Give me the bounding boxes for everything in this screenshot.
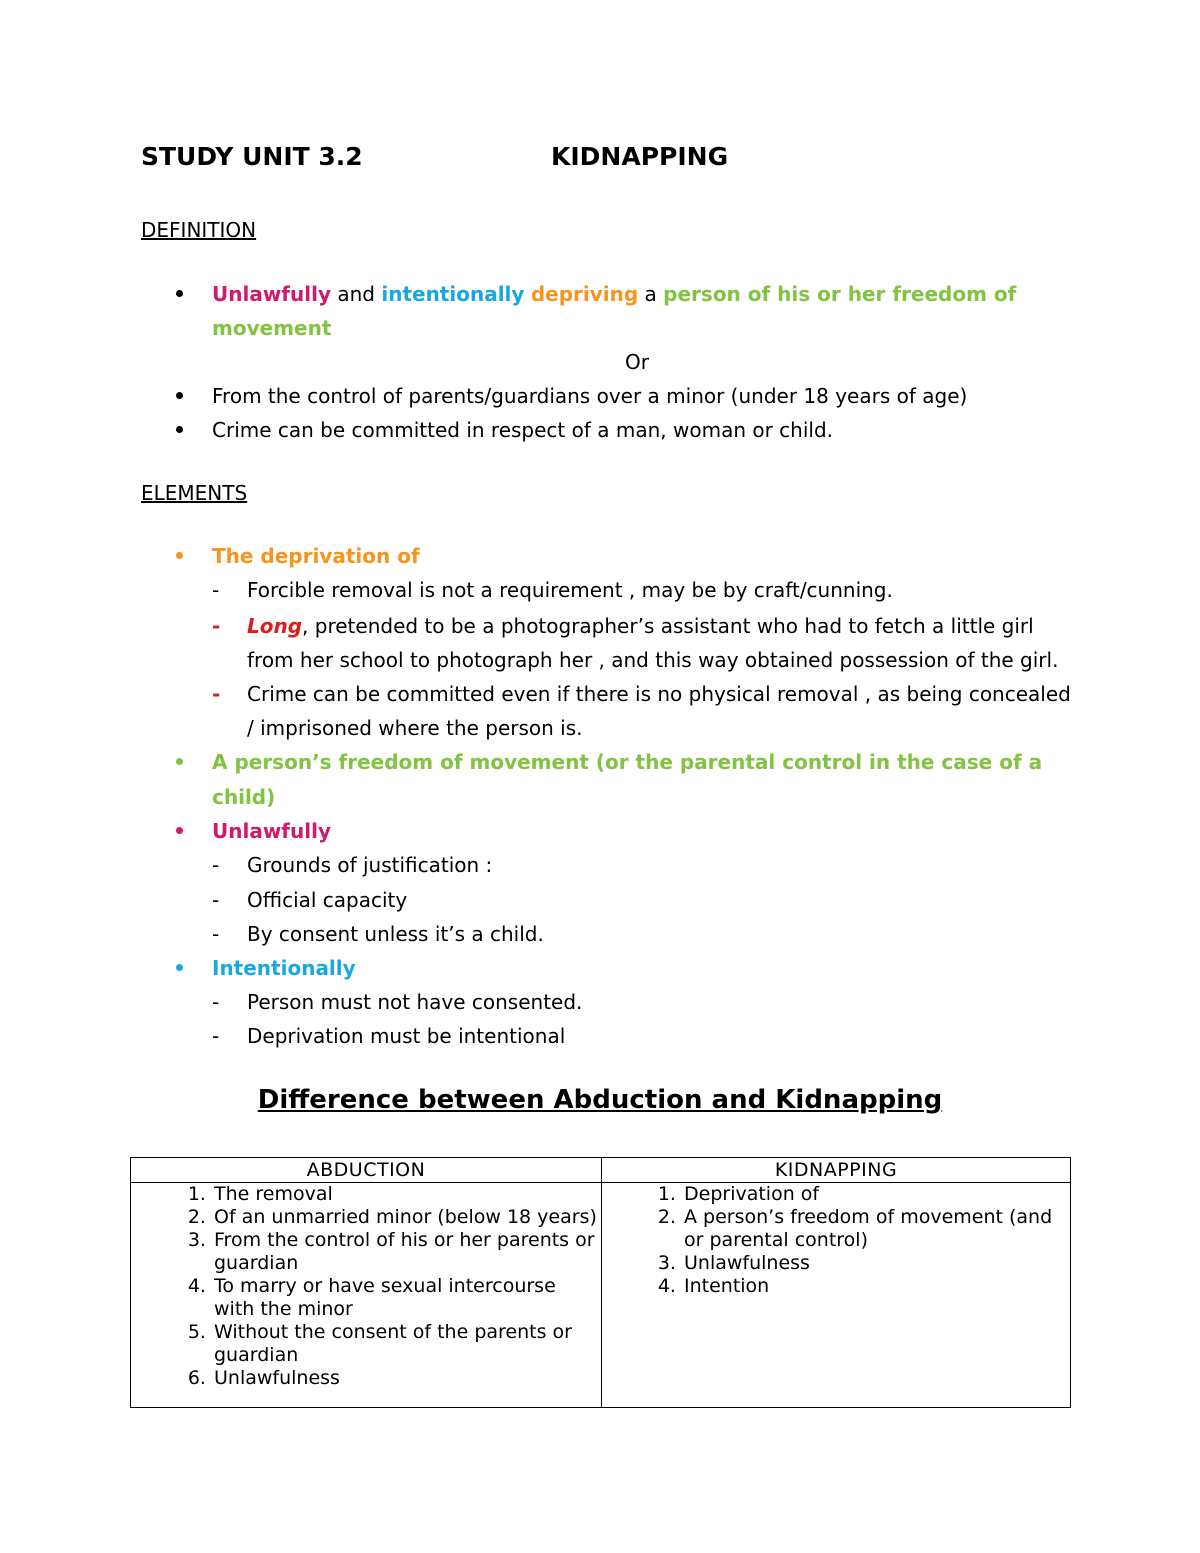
case-name-long: Long	[247, 614, 303, 638]
definition-bullet-3: Crime can be committed in respect of a man, woman or child.	[212, 418, 834, 442]
comparison-title-text: Difference between Abduction and Kidnapping	[257, 1085, 943, 1115]
keyword-unlawfully: Unlawfully	[212, 282, 331, 306]
definition-bullet-2: From the control of parents/guardians over a minor (under 18 years of age)	[212, 384, 968, 408]
bullet-icon	[176, 426, 183, 433]
comparison-table	[130, 1157, 1071, 1408]
dash-icon: -	[212, 614, 221, 638]
abduction-header-text: ABDUCTION	[306, 1159, 426, 1181]
keyword-depriving: depriving	[530, 282, 639, 306]
page-title: KIDNAPPING	[551, 142, 729, 171]
kidnapping-cell	[602, 1183, 1071, 1408]
bullet-icon	[176, 827, 183, 834]
element-intentionally-detail-2: Deprivation must be intentional	[247, 1024, 566, 1048]
element-unlawfully-detail-3: By consent unless it’s a child.	[247, 922, 544, 946]
definition-line-1	[212, 282, 1016, 306]
case-description: , pretended to be a photographer’s assistant who had to fetch a little girl	[302, 614, 1034, 638]
or-text: Or	[625, 350, 649, 374]
dash-icon: -	[212, 888, 220, 912]
study-unit-label: STUDY UNIT 3.2	[141, 142, 363, 171]
element-deprivation-detail-2	[247, 614, 1034, 638]
dash-icon: -	[212, 922, 220, 946]
dash-icon: -	[212, 1024, 220, 1048]
list-item: 3. From the control of his or her parents or guardian	[212, 1229, 601, 1275]
list-item: 3. Unlawfulness	[682, 1252, 1070, 1275]
list-item: 2. Of an unmarried minor (below 18 years)	[212, 1206, 601, 1229]
element-unlawfully-detail-1: Grounds of justification :	[247, 853, 493, 877]
list-item: 5. Without the consent of the parents or guardian	[212, 1321, 601, 1367]
definition-line-1-cont: movement	[212, 316, 332, 340]
element-deprivation: The deprivation of	[212, 544, 420, 568]
bullet-icon	[176, 392, 183, 399]
element-deprivation-detail-1: Forcible removal is not a requirement , may be by craft/cunning.	[247, 578, 893, 602]
element-unlawfully-detail-2: Official capacity	[247, 888, 408, 912]
kidnapping-header	[602, 1158, 1071, 1183]
kidnapping-header-text: KIDNAPPING	[774, 1159, 898, 1181]
definition-heading: DEFINITION	[141, 218, 257, 242]
comparison-title	[0, 1085, 1200, 1115]
abduction-header	[131, 1158, 602, 1183]
list-item: 1. Deprivation of	[682, 1183, 1070, 1206]
element-intentionally: Intentionally	[212, 956, 356, 980]
keyword-intentionally: intentionally	[381, 282, 525, 306]
list-item: 1. The removal	[212, 1183, 601, 1206]
bullet-icon	[176, 758, 183, 765]
dash-icon: -	[212, 578, 220, 602]
list-item: 4. To marry or have sexual intercourse with the minor	[212, 1275, 601, 1321]
bullet-icon	[176, 552, 183, 559]
dash-icon: -	[212, 682, 221, 706]
element-deprivation-detail-3: Crime can be committed even if there is no physical removal , as being concealed	[247, 682, 1071, 706]
element-deprivation-detail-2-cont: from her school to photograph her , and this way obtained possession of the girl.	[247, 648, 1059, 672]
text-a: a	[638, 282, 664, 306]
kidnapping-list	[602, 1183, 1070, 1298]
elements-heading: ELEMENTS	[141, 481, 248, 505]
element-deprivation-detail-3-cont: / imprisoned where the person is.	[247, 716, 583, 740]
element-unlawfully: Unlawfully	[212, 819, 331, 843]
list-item: 4. Intention	[682, 1275, 1070, 1298]
keyword-person-freedom: person of his or her freedom of	[663, 282, 1017, 306]
text-and: and	[331, 282, 382, 306]
abduction-cell	[131, 1183, 602, 1408]
bullet-icon	[176, 290, 183, 297]
element-intentionally-detail-1: Person must not have consented.	[247, 990, 583, 1014]
list-item: 6. Unlawfulness	[212, 1367, 601, 1390]
dash-icon: -	[212, 853, 220, 877]
list-item: 2. A person’s freedom of movement (and or parental control)	[682, 1206, 1070, 1252]
dash-icon: -	[212, 990, 220, 1014]
abduction-list	[131, 1183, 601, 1390]
element-freedom-cont: child)	[212, 785, 276, 809]
element-freedom: A person’s freedom of movement (or the parental control in the case of a	[212, 750, 1043, 774]
bullet-icon	[176, 964, 183, 971]
